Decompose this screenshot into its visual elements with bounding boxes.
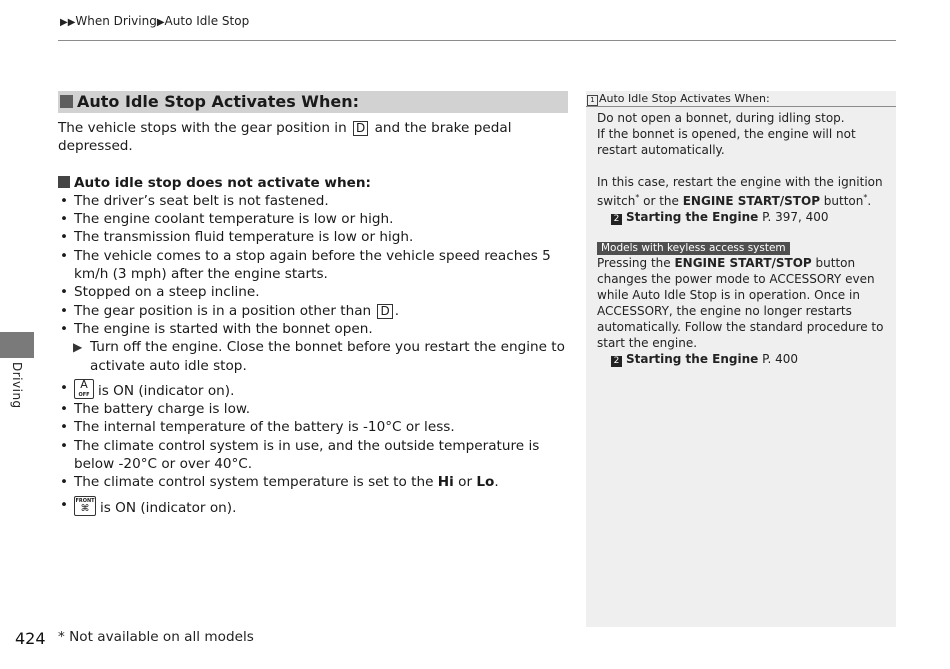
list-item: • The climate control system temperature is set to the Hi or Lo.: [58, 473, 568, 491]
page-number: 424: [15, 629, 46, 648]
list-item: • The vehicle comes to a stop again before the vehicle speed reaches 5 km/h (3 mph) after the engine starts.: [58, 247, 568, 284]
condition-list: [58, 192, 568, 338]
side-note-title: 1 Auto Idle Stop Activates When:: [587, 92, 770, 106]
note-paragraph: Do not open a bonnet, during idling stop.: [597, 111, 845, 125]
note-paragraph: In this case, restart the engine with the ignition switch* or the ENGINE START/STOP button*.: [597, 175, 883, 208]
list-item: • A OFF is ON (indicator on).: [58, 379, 568, 400]
breadcrumb: [60, 14, 249, 28]
list-item: • The gear position is in a position other than D .: [58, 302, 568, 320]
condition-list-2: [58, 379, 568, 517]
list-item: • The engine is started with the bonnet open.: [58, 320, 568, 338]
model-tag: Models with keyless access system: [597, 242, 790, 255]
cross-reference-link[interactable]: 2 Starting the Engine P. 397, 400: [597, 209, 889, 225]
reference-arrow-icon: 2: [611, 356, 622, 367]
subheading: Auto idle stop does not activate when:: [58, 174, 568, 192]
list-item: • The internal temperature of the battery is -10°C or less.: [58, 418, 568, 436]
footnote: * Not available on all models: [58, 629, 254, 645]
breadcrumb-item-auto-idle-stop[interactable]: Auto Idle Stop: [164, 14, 250, 28]
auto-idle-stop-off-icon: • A OFF: [74, 379, 94, 399]
list-item: • The transmission fluid temperature is low or high.: [58, 228, 568, 246]
square-bullet-icon: [58, 176, 70, 188]
note-paragraph: Pressing the ENGINE START/STOP button changes the power mode to ACCESSORY even while Auto Idle Stop is in operation. Once in ACCESSORY, the engine no longer restarts automatically. Follow the standard procedure to start the engine.: [597, 256, 884, 350]
side-note-body: [597, 110, 889, 367]
header-divider: [58, 40, 896, 41]
gear-d-icon: D: [353, 121, 368, 136]
note-text: ▶ Turn off the engine. Close the bonnet before you restart the engine to activate auto idle stop.: [73, 339, 565, 374]
main-content: [58, 91, 568, 517]
section-side-tab: [0, 332, 34, 358]
front-defroster-icon: • FRONT ⌘: [75, 497, 95, 514]
list-item: • FRONT ⌘ is ON (indicator on).: [58, 496, 568, 517]
list-item: • The battery charge is low.: [58, 400, 568, 418]
breadcrumb-arrow-icon: ▶▶: [60, 17, 76, 28]
note-paragraph: If the bonnet is opened, the engine will not restart automatically.: [597, 127, 856, 157]
list-item: • Stopped on a steep incline.: [58, 283, 568, 301]
intro-text: The vehicle stops with the gear position in D and the brake pedal depressed.: [58, 120, 512, 155]
note-marker-icon: 1: [587, 95, 598, 106]
cross-reference-link[interactable]: 2 Starting the Engine P. 400: [597, 351, 889, 367]
breadcrumb-arrow-icon: ▶: [156, 17, 165, 28]
list-item: • The driver’s seat belt is not fastened.: [58, 192, 568, 210]
reference-arrow-icon: 2: [611, 214, 622, 225]
gear-d-icon: D: [377, 304, 392, 319]
section-side-label: Driving: [10, 362, 24, 409]
arrow-right-icon: ▶: [73, 340, 83, 355]
list-item: • The climate control system is in use, and the outside temperature is below -20°C or over 40°C.: [58, 437, 568, 474]
section-heading: [58, 91, 568, 113]
section-heading-text: Auto Idle Stop Activates When:: [77, 92, 359, 111]
breadcrumb-item-when-driving[interactable]: When Driving: [75, 14, 157, 28]
square-bullet-icon: [60, 95, 73, 108]
list-item: • The engine coolant temperature is low or high.: [58, 210, 568, 228]
